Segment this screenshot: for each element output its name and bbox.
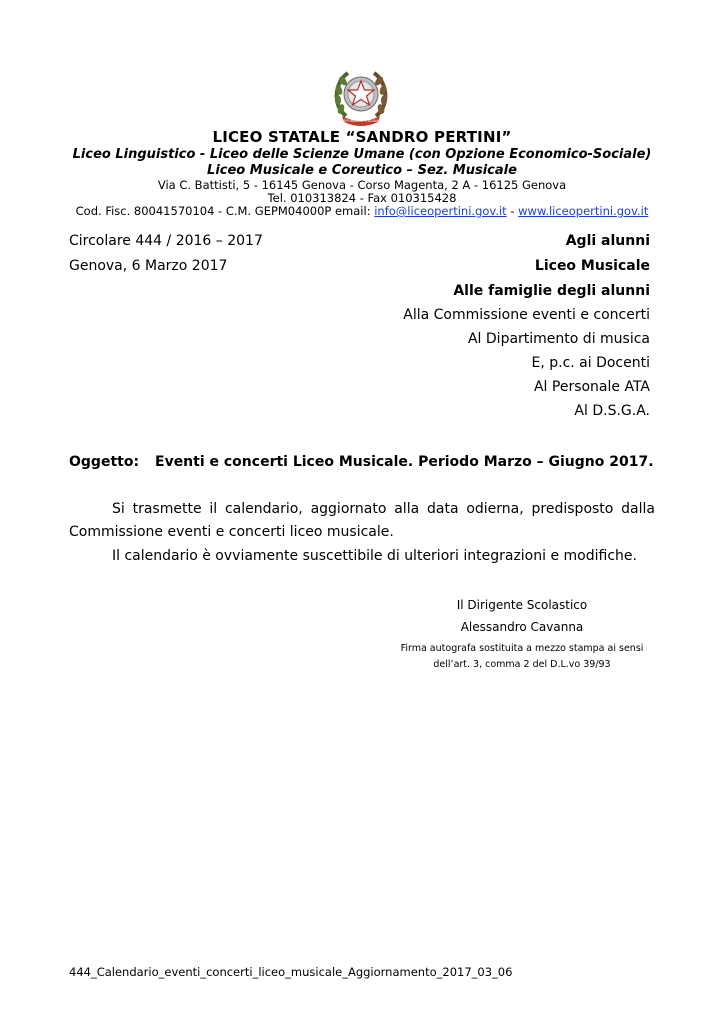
body-paragraph-1: Si trasmette il calendario, aggiornato alla data odierna, predisposto dalla Commissione eventi e concerti liceo musicale.: [69, 501, 655, 540]
subject-text: Eventi e concerti Liceo Musicale. Periodo Marzo – Giugno 2017.: [155, 454, 654, 470]
recipient-line: Al Dipartimento di musica: [467, 331, 650, 347]
email-link[interactable]: info@liceopertini.gov.it: [374, 204, 507, 218]
place-date: Genova, 6 Marzo 2017: [69, 258, 228, 274]
signature-note-1: Firma autografa sostituita a mezzo stampa ai sensi: [400, 643, 644, 654]
recipient-line: Alle famiglie degli alunni: [453, 283, 650, 299]
school-fiscal-contacts: [40, 204, 684, 218]
footer-filename: 444_Calendario_eventi_concerti_liceo_musicale_Aggiornamento_2017_03_06: [69, 965, 513, 979]
signature-name: Alessandro Cavanna: [460, 620, 584, 634]
signature-note-2: dell’art. 3, comma 2 del D.L.vo 39/93: [433, 659, 611, 670]
school-subtitle-1: Liceo Linguistico - Liceo delle Scienze Umane (con Opzione Economico-Sociale): [72, 147, 652, 162]
recipient-line: Alla Commissione eventi e concerti: [403, 307, 650, 323]
school-address: Via C. Battisti, 5 - 16145 Genova - Corso Magenta, 2 A - 16125 Genova: [157, 178, 567, 192]
school-phone: Tel. 010313824 - Fax 010315428: [267, 191, 457, 205]
school-name: LICEO STATALE “SANDRO PERTINI”: [212, 128, 512, 146]
recipient-line: Agli alunni: [565, 233, 650, 249]
separator: -: [506, 204, 519, 218]
recipient-line: Al Personale ATA: [533, 379, 650, 395]
recipient-line: Liceo Musicale: [534, 258, 650, 274]
school-subtitle-2: Liceo Musicale e Coreutico – Sez. Musicale: [207, 163, 517, 178]
recipient-line: Al D.S.G.A.: [574, 403, 650, 419]
fiscal-code-text: Cod. Fisc. 80041570104 - C.M. GEPM04000P email:: [75, 204, 375, 218]
website-link[interactable]: www.liceopertini.gov.it: [518, 204, 649, 218]
emblem-ribbon-text: REPUBBLICA ITALIANA: [341, 119, 381, 123]
recipient-line: E, p.c. ai Docenti: [531, 355, 650, 371]
body-paragraph-2: Il calendario è ovviamente suscettibile di ulteriori integrazioni e modifiche.: [112, 548, 637, 564]
subject-line: [69, 454, 654, 470]
signature-role: Il Dirigente Scolastico: [456, 598, 588, 612]
circular-number: Circolare 444 / 2016 – 2017: [69, 233, 263, 249]
subject-label: Oggetto:: [69, 454, 140, 470]
